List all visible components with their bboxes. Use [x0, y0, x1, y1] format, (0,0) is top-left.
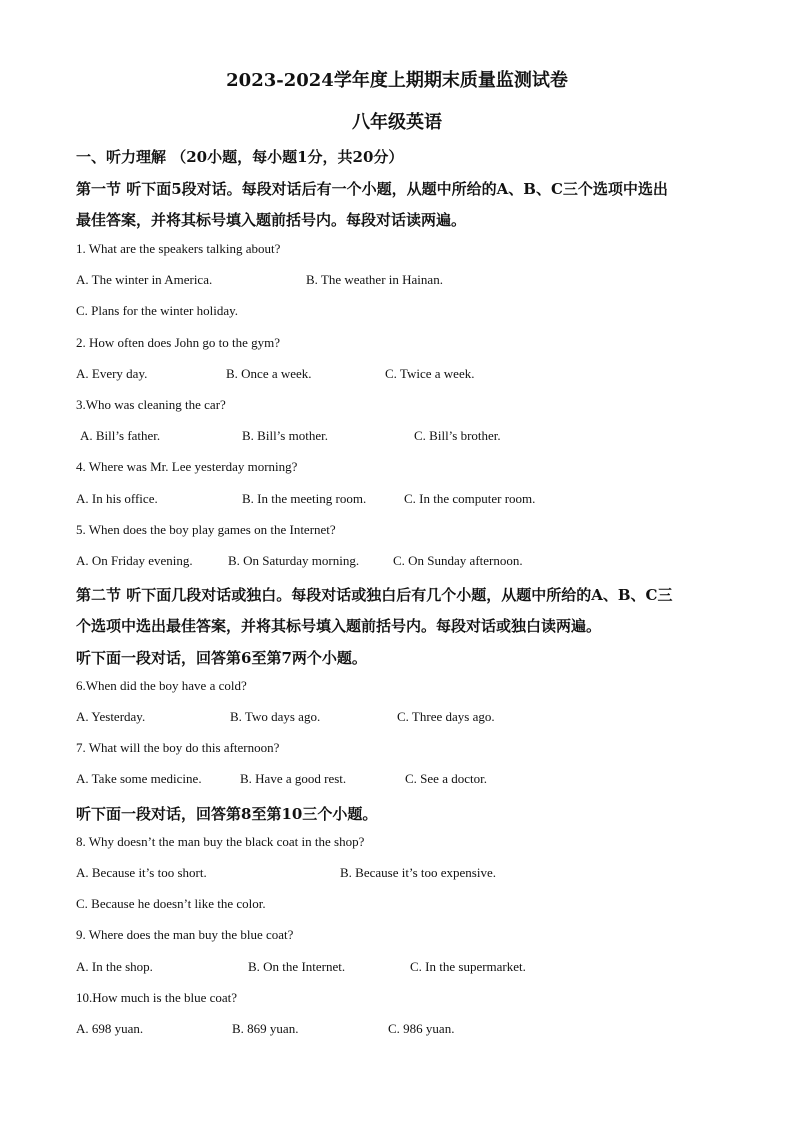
question-1-option-c: C. Plans for the winter holiday. [76, 303, 238, 318]
section2-group1-instruction: 听下面一段对话，回答第6至第7两个小题。 [76, 649, 367, 667]
question-7-option-a: A. Take some medicine. [76, 771, 202, 786]
question-6-option-b: B. Two days ago. [230, 709, 321, 724]
section2-group2-instruction: 听下面一段对话，回答第8至第10三个小题。 [76, 805, 378, 823]
question-7: 7. What will the boy do this afternoon? [76, 740, 280, 755]
question-4-option-b: B. In the meeting room. [242, 491, 367, 506]
question-3: 3.Who was cleaning the car? [76, 397, 226, 412]
question-6: 6.When did the boy have a cold? [76, 678, 247, 693]
question-2: 2. How often does John go to the gym? [76, 335, 281, 350]
question-8-option-a: A. Because it’s too short. [76, 865, 207, 880]
question-8: 8. Why doesn’t the man buy the black coat in the shop? [76, 834, 365, 849]
question-2-option-a: A. Every day. [76, 366, 148, 381]
question-6-option-c: C. Three days ago. [397, 709, 495, 724]
question-2-option-c: C. Twice a week. [385, 366, 475, 381]
question-10-option-c: C. 986 yuan. [388, 1021, 455, 1036]
question-1-option-a: A. The winter in America. [76, 272, 213, 287]
question-10-option-b: B. 869 yuan. [232, 1021, 299, 1036]
section2-instruction-line1: 第二节 听下面几段对话或独白。每段对话或独白后有几个小题，从题中所给的A、B、C三 [76, 586, 673, 604]
question-2-option-b: B. Once a week. [226, 366, 312, 381]
question-1: 1. What are the speakers talking about? [76, 241, 281, 256]
question-7-option-c: C. See a doctor. [405, 771, 487, 786]
question-8-option-b: B. Because it’s too expensive. [340, 865, 496, 880]
exam-title: 2023-2024学年度上期期末质量监测试卷 [226, 70, 568, 91]
question-4: 4. Where was Mr. Lee yesterday morning? [76, 459, 298, 474]
question-4-option-c: C. In the computer room. [404, 491, 536, 506]
section1-instruction-line1: 第一节 听下面5段对话。每段对话后有一个小题，从题中所给的A、B、C三个选项中选出 [76, 180, 668, 198]
question-5-option-b: B. On Saturday morning. [228, 553, 360, 568]
section1-instruction-line2: 最佳答案，并将其标号填入题前括号内。每段对话读两遍。 [76, 211, 467, 229]
question-5-option-a: A. On Friday evening. [76, 553, 193, 568]
question-3-option-b: B. Bill’s mother. [242, 428, 328, 443]
question-9: 9. Where does the man buy the blue coat? [76, 927, 294, 942]
question-9-option-b: B. On the Internet. [248, 959, 346, 974]
question-9-option-a: A. In the shop. [76, 959, 153, 974]
question-7-option-b: B. Have a good rest. [240, 771, 347, 786]
question-6-option-a: A. Yesterday. [76, 709, 146, 724]
question-5-option-c: C. On Sunday afternoon. [393, 553, 523, 568]
question-3-option-a: A. Bill’s father. [80, 428, 161, 443]
question-10: 10.How much is the blue coat? [76, 990, 238, 1005]
question-10-option-a: A. 698 yuan. [76, 1021, 144, 1036]
part1-heading: 一、听力理解 （20小题，每小题1分，共20分） [76, 148, 404, 166]
section2-instruction-line2: 个选项中选出最佳答案，并将其标号填入题前括号内。每段对话或独白读两遍。 [76, 617, 602, 635]
question-8-option-c: C. Because he doesn’t like the color. [76, 896, 266, 911]
exam-subtitle: 八年级英语 [352, 112, 442, 133]
question-4-option-a: A. In his office. [76, 491, 158, 506]
question-9-option-c: C. In the supermarket. [410, 959, 526, 974]
question-3-option-c: C. Bill’s brother. [414, 428, 501, 443]
question-5: 5. When does the boy play games on the Internet? [76, 522, 336, 537]
question-1-option-b: B. The weather in Hainan. [306, 272, 443, 287]
